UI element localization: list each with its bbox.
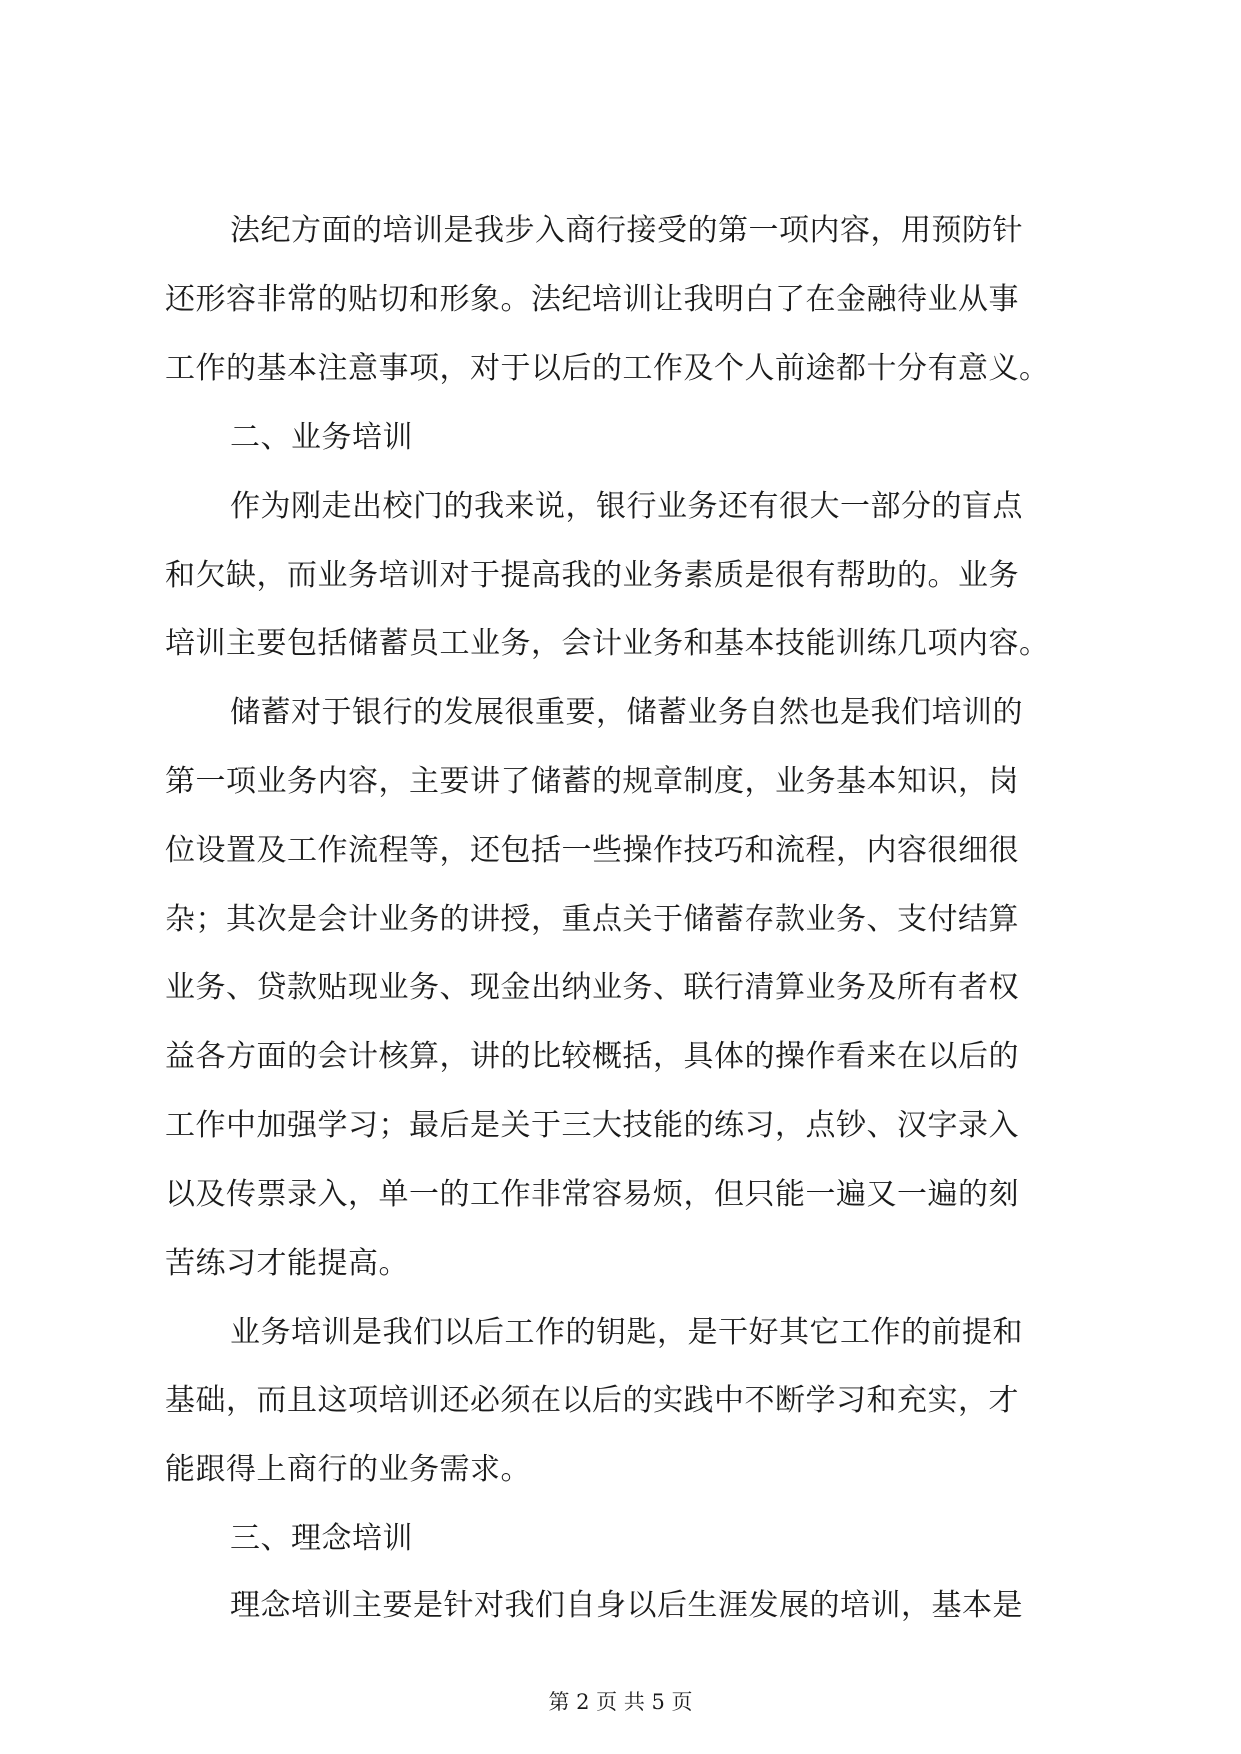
paragraph-line: 业务培训是我们以后工作的钥匙，是干好其它工作的前提和 xyxy=(230,1315,1023,1350)
paragraph-line: 杂；其次是会计业务的讲授，重点关于储蓄存款业务、支付结算 xyxy=(165,902,1019,937)
page-footer: 第 2 页 共 5 页 xyxy=(548,1690,693,1714)
paragraph-line: 和欠缺，而业务培训对于提高我的业务素质是很有帮助的。业务 xyxy=(165,558,1019,593)
paragraph-line: 位设置及工作流程等，还包括一些操作技巧和流程，内容很细很 xyxy=(165,833,1019,868)
paragraph-line: 法纪方面的培训是我步入商行接受的第一项内容，用预防针 xyxy=(230,213,1023,248)
paragraph-line: 工作的基本注意事项，对于以后的工作及个人前途都十分有意义。 xyxy=(165,351,1050,386)
section-heading: 二、业务培训 xyxy=(230,420,413,455)
paragraph-line: 业务、贷款贴现业务、现金出纳业务、联行清算业务及所有者权 xyxy=(165,970,1019,1005)
paragraph-line: 苦练习才能提高。 xyxy=(165,1246,409,1281)
paragraph-line: 还形容非常的贴切和形象。法纪培训让我明白了在金融待业从事 xyxy=(165,282,1019,317)
paragraph-line: 第一项业务内容，主要讲了储蓄的规章制度，业务基本知识，岗 xyxy=(165,764,1019,799)
paragraph-line: 培训主要包括储蓄员工业务，会计业务和基本技能训练几项内容。 xyxy=(165,626,1050,661)
paragraph-line: 工作中加强学习；最后是关于三大技能的练习，点钞、汉字录入 xyxy=(165,1108,1019,1143)
paragraph-line: 储蓄对于银行的发展很重要，储蓄业务自然也是我们培训的 xyxy=(230,695,1023,730)
paragraph-line: 理念培训主要是针对我们自身以后生涯发展的培训，基本是 xyxy=(230,1588,1023,1623)
paragraph-line: 基础，而且这项培训还必须在以后的实践中不断学习和充实，才 xyxy=(165,1383,1019,1418)
paragraph-line: 能跟得上商行的业务需求。 xyxy=(165,1452,531,1487)
paragraph-line: 益各方面的会计核算，讲的比较概括，具体的操作看来在以后的 xyxy=(165,1039,1019,1074)
section-heading: 三、理念培训 xyxy=(230,1521,413,1556)
paragraph-line: 作为刚走出校门的我来说，银行业务还有很大一部分的盲点 xyxy=(230,489,1023,524)
paragraph-line: 以及传票录入，单一的工作非常容易烦，但只能一遍又一遍的刻 xyxy=(165,1177,1019,1212)
